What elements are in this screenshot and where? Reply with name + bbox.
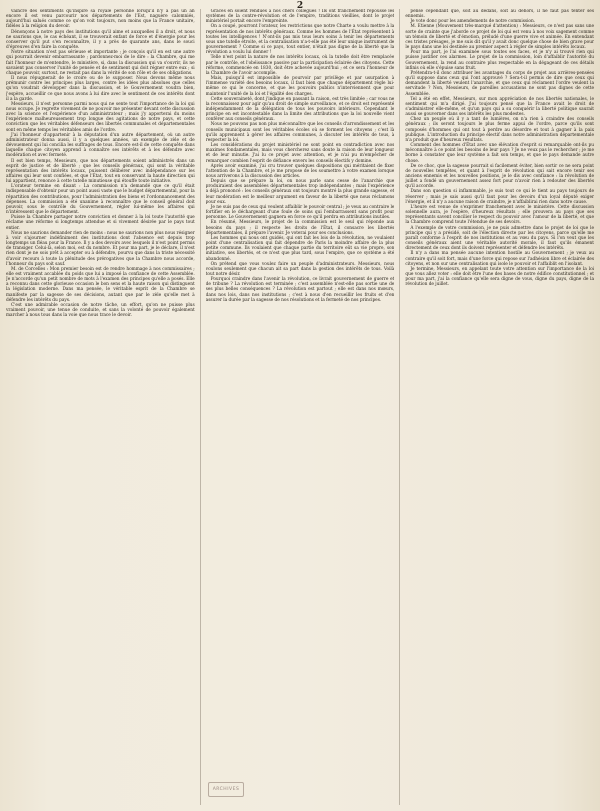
text-columns bbox=[6, 9, 594, 805]
paragraph: On a coupé, pourront l'orateur, les restrictions que notre Charte a voulu mettre à la représentation de nos intérêts généraux. Comme les hommes de l'État représentent à toutes les intelligences ! N'ont-ils pas mis tous leurs soins à tenir les départements sous une tutelle étroite, et la centralisation n'a-t-elle pas été leur unique instrument de gouvernement ? Comme si ce pays, tout entier, n'était pas digne de la liberté que la révolution a voulu lui donner ! bbox=[205, 24, 395, 56]
paragraph: Telle n'est point la nature de nos intérêts locaux, où la tutelle doit être remplacée par le contrôle, et l'obéissance passive par la participation éclairée des citoyens. Cette réforme, commencée en 1830, doit être achevée aujourd'hui ; et ce sera l'honneur de la Chambre de l'avoir accomplie. bbox=[205, 55, 395, 76]
column-left bbox=[6, 9, 195, 805]
paragraph: Les hommes qui nous ont guidés, qui ont fait les lois de la révolution, ne voulaient point d'une centralisation qui fait dépendre de Paris la moindre affaire de la plus petite commune. Ils voulaient que chaque partie du territoire eût sa vie propre, son initiative, ses libertés, et ce n'est que plus tard, sous l'empire, que ce système a été abandonné. bbox=[205, 235, 395, 262]
paragraph: pense cependant que, soit au dedans, soit au dehors, il ne faut pas tenter ses ennemis. bbox=[405, 9, 595, 20]
paragraph: Tel a été en effet, Messieurs, sur mon appréciation de nos libertés nationales, le sentiment qui m'a dirigé. J'ai toujours pensé que la France avait le droit de s'administrer elle-même, et qu'un pays qui a su conquérir la liberté politique saurait aussi se gouverner dans ses intérêts les plus modestes. bbox=[405, 96, 595, 118]
paragraph: M. Etienne (Mouvement très-marqué d'attention) : Messieurs, ce n'est pas sans une sorte de crainte que j'aborde ce projet de loi qui est venu à nos voix sagement comme un témoin de liberté et d'émotion, préludé d'une guerre vive et animée. En entendant ces tristes présages, je me suis dit qu'il y avait donc quelque chose de bien grave pour le pays dans une loi destinée au premier aspect à régler de simples intérêts locaux. bbox=[405, 24, 595, 51]
paragraph: Chez un peuple où il y a tant de lumières, on n'a rien à craindre des conseils généraux ; ils seront toujours le plus ferme appui de l'ordre, parce qu'ils sont composés d'hommes qui ont tout à perdre au désordre et tout à gagner à la paix publique. L'introduction du principe électif dans notre administration départementale n'a produit que d'heureux résultats. bbox=[405, 117, 595, 143]
page-number: 2 bbox=[296, 1, 304, 11]
paragraph: Messieurs, il n'est personne parmi nous qui ne sente tout l'importance de la loi qui nous occupe. Je regrette vivement de ne pouvoir me présenter devant cette discussion avec la science et l'expérience d'un administrateur ; mais j'y apporterai du moins l'expérience malheureusement trop longue des agitations de notre pays, et cette conviction que les véritables défenseurs des libertés communales et départementales sont en même temps les véritables amis de l'ordre. bbox=[6, 101, 195, 133]
column-middle bbox=[206, 9, 395, 805]
paragraph: Après avoir examiné, j'ai cru trouver quelques dispositions qui méritaient de fixer l'attention de la Chambre, et je me propose de les soumettre à votre examen lorsque nous arriverons à la discussion des articles. bbox=[205, 163, 395, 179]
paragraph: Il n'y a dans ma pensée aucune intention hostile au Gouvernement ; je veux au contraire qu'il soit fort, mais d'une force qui repose sur l'adhésion libre et éclairée des citoyens, et non sur une centralisation qui isole le pouvoir et l'affaiblit en l'isolant. bbox=[405, 251, 595, 267]
paragraph: Grâces en soient rendues à nos chers collègues ! Ils ont franchement repoussé les systèmes de la contre-révolution et de l'empire, traditions vieillies, dont le projet ministériel portait encore l'empreinte. bbox=[205, 9, 395, 25]
column-right bbox=[405, 9, 594, 805]
column-divider bbox=[200, 9, 201, 805]
paragraph: Notre situation n'est pas sérieuse et importante ; je conçois qu'il en est une autre qui pourrait devenir embarrassante ; pardonnez-moi de le dire : la Chambre, qui me fait l'honneur de m'entendre, le ministère, si, dans la discussion qui va s'ouvrir, ils ne savaient pas conserver l'unité de pensée et de sentiment qui doit régner entre eux ; si chaque pouvoir, surtout, ne restait pas dans la vérité de son rôle et de ses obligations. bbox=[6, 50, 195, 76]
paragraph: Je ne suis pas de ceux qui veulent affaiblir le pouvoir central ; je veux au contraire le fortifier en le déchargeant d'une foule de soins qui l'embarrassent sans profit pour personne. Le Gouvernement gagnera en force ce qu'il perdra en attributions inutiles. bbox=[205, 204, 395, 221]
paragraph: vaincre des sentiments qu'inspire sa royale personne lorsqu'il n'y a pas un an encore il est venu parcourir nos départements de l'Est, naguère calomniés, aujourd'hui salués comme ce qu'on voit toujours, non moins que la France unitaire, fidèles à la religion du devoir. bbox=[6, 9, 195, 30]
paragraph: De ce choc, que la sagesse pourrait si facilement éviter, bien sortir ce ne sera point de nouvelles tempêtes, et quant à l'esprit de révolution qui sait encore tenir ses anciens ennemis et les nouvelles positions, je le dis avec confiance : la révolution de juillet a fondé un gouvernement assez fort pour n'avoir rien à redouter des libertés qu'il accorde. bbox=[405, 163, 595, 190]
paragraph: Nous ne saurions demander rien de moins : nous ne saurions non plus nous résigner à voir s'ajourner indéfiniment des institutions dont l'absence est depuis trop longtemps un fléau pour la France. Il y a des devoirs avec lesquels il n'est point permis de transiger. Celui-là, selon moi, est du nombre. Et pour ma part, je le déclare, il n'est rien dont je ne sois prêt à accepter ou à défendre, pourvu que dans la triste nécessité d'avoir recours à toute la plénitude des prérogatives que la Chambre nous accorde, l'honneur du pays soit sauf. bbox=[6, 230, 195, 267]
paragraph: L'heure est venue de s'exprimer franchement avec le ministère. Cette discussion solennelle aura, je l'espère, d'heureux résultats ; elle prouvera au pays que ses représentants savent concilier le respect du pouvoir avec l'amour de la liberté, et que la Chambre comprend toute l'étendue de ses devoirs. bbox=[405, 204, 595, 226]
paragraph: A l'exemple de votre commission, je ne puis admettre dans le projet de loi que le principe qui y a présidé, soit de l'élection directe par les citoyens, parce qu'elle me paraît conforme à l'esprit de nos institutions et au vœu du pays. Si l'on veut que les conseils généraux aient une véritable autorité morale, il faut qu'ils émanent directement de ceux dont ils doivent représenter et défendre les intérêts. bbox=[405, 225, 595, 252]
paragraph: Je vote donc pour les amendements de notre commission. bbox=[410, 19, 536, 25]
paragraph: Je termine, Messieurs, en appelant toute votre attention sur l'importance de la loi que vous allez voter : elle doit être l'une des bases de notre édifice constitutionnel ; et pour ma part, j'ai la confiance qu'elle sera digne de vous, digne du pays, digne de la révolution de juillet. bbox=[405, 266, 595, 288]
paragraph: Prétendra-t-il donc attribuer les avantages du corps de projet aux arrières-pensées qu'il suppose dans ceux qui l'ont approuvé ? Sera-t-il permis de dire que ceux qui demandent la liberté veulent l'anarchie, et que ceux qui réclament l'ordre veulent la servitude ? Non, Messieurs, de pareilles accusations ne sont pas dignes de cette Assemblée. bbox=[405, 70, 595, 97]
paragraph: C'est une admirable occasion de notre tâche, un effort, qu'on ne puisse plus vraiment pouvoir, une tenue de conduite, et sans la volonté de pouvoir également marcher à nous tous dans la voie que nous trace le devoir. bbox=[6, 302, 195, 319]
paragraph: Pourquoi craindre dans l'avenir la révolution, ce livrait gouvernement de guerre et de tribune ? La révolution est terminée ; c'est assemblée n'est-elle pas sortie une de ses plus belles conséquences ? La révolution est partout ; elle est dans nos mœurs, dans nos lois, dans nos institutions ; c'est à nous d'en recueillir les fruits et d'en assurer la durée par la sagesse de nos résolutions et la fermeté de nos principes. bbox=[205, 277, 395, 303]
paragraph: En résumé, Messieurs, le projet de la commission est le seul qui réponde aux besoins du pays ; il respecte les droits de l'État, il consacre les libertés départementales, il prépare l'avenir. Je voterai pour ses conclusions. bbox=[205, 220, 395, 236]
paragraph: Dans son question si inflammable, je suis tout ce qui le tient au pays toujours de réserver ; mais je sais aussi qu'il faut pour les devoirs d'un loyal député exiger l'énergie, et il n'y a aucune raison de craindre, je n'affaiblirai rien dans notre cause. bbox=[405, 189, 595, 205]
paragraph: J'ai l'honneur d'appartenir à la députation d'un autre département, où un autre administrateur donna aussi, il y a quelques années, un exemple de zèle et de dévouement qui lui concilia les suffrages de tous. Encore est-il de cette conquête dans laquelle chaque citoyen apprend à connaître ses intérêts et à les défendre avec modération et avec fermeté. bbox=[6, 132, 195, 159]
paragraph: Il nous répugnerait de le croire ou de le supposer. Nous devons même nous prémunir contre les principes plus larges, contre les idées plus absolues que celles qu'on voudrait développer dans la discussion, et le Gouvernement voudra bien, j'espère, accueillir ce que nous avons à lui dire avec le sentiment de ces intérêts dont il a la garde. bbox=[6, 76, 195, 102]
archive-stamp: ARCHIVES bbox=[208, 782, 244, 797]
paragraph: Pour ma part, je l'ai examinée sous toutes ses faces, et je n'y ai trouvé rien qui puisse justifier ces alarmes. Le projet de la commission, loin d'affaiblir l'autorité du Gouvernement, la rend au contraire plus respectable en la dégageant de ces détails infinis où elle s'épuise sans fruit. bbox=[405, 50, 595, 71]
paragraph: Puisse la Chambre partager notre conviction et donner à la loi toute l'autorité que réclame une réforme si longtemps attendue et si vivement désirée par le pays tout entier. bbox=[6, 215, 195, 231]
paragraph: Mais, puisqu'il est impossible de pourvoir par privilège et par usurpation à l'immense variété des besoins locaux, il faut bien que chaque département règle lui-même ce qui le concerne, et que les pouvoirs publics n'interviennent que pour maintenir l'unité de la loi et l'égalité des charges. bbox=[205, 76, 395, 97]
column-divider bbox=[399, 9, 400, 805]
paragraph: Il est bien temps, Messieurs, que nos départements soient administrés dans un esprit de justice et de liberté ; que les conseils généraux, qui sont la véritable représentation des intérêts locaux, puissent délibérer avec indépendance sur les affaires qui leur sont confiées, et que l'État, tout en conservant la haute direction qui lui appartient, renonce à cette tutelle minutieuse qui étouffe toute initiative. bbox=[6, 158, 195, 185]
paragraph: Dénonçons à notre pays des institutions qu'il aime et auxquelles il a droit, et nous ne saurions que, le cas échéant, il se trouverait enfant de force et d'énergie pour les conserver qu'il put s'en reconnaître, il y a près de quarante ans, dans le souci d'épreuves d'en faire la conquête. bbox=[6, 29, 195, 51]
paragraph: Comment des hommes d'État avec une élévation d'esprit si remarquable ont-ils pu méconnaître à ce point les besoins de leur pays ? Je ne veux pas le rechercher ; je me borne à constater que leur système a fait son temps, et que le pays demande autre chose. bbox=[405, 143, 595, 164]
paragraph: Cette souveraineté, dont j'indique en passant la raison, est très limitée ; car vous ne la reconnaissez pour agir qu'au droit de simple surveillance, et ce droit est représenté indépendamment de la délégation de tous les pouvoirs intérieurs. Cependant le principe en est incontestable dans la limite des attributions que la loi nouvelle vient conférer aux conseils généraux. bbox=[205, 96, 395, 123]
paragraph: L'orateur termine en disant : La commission n'a demandé que ce qu'il était indispensable d'obtenir pour un point aussi vaste que le budget départemental, pour la répartition des contributions, pour l'administration des biens et l'ordonnancement des dépenses. La commission a été unanime à reconnaître que le conseil général doit pouvoir, sous le contrôle du Gouvernement, régler lui-même les affaires qui n'intéressent que le département. bbox=[6, 184, 195, 216]
paragraph: Nous ne pouvons pas non plus méconnaître que les conseils d'arrondissement et les conseils municipaux sont les véritables écoles où se forment les citoyens ; c'est là qu'ils apprennent à gérer les affaires communes, à discuter les intérêts de tous, à respecter la loi. bbox=[205, 122, 395, 143]
paragraph: Les considérations du projet ministériel ne sont point en contradiction avec nos maximes fondamentales, mais vous chercherez sans doute la raison de leur longueur et de leur minutie. J'ai lu ce projet avec attention, et je n'ai pu m'empêcher de remarquer combien l'esprit de défiance envers les conseils électifs y domine. bbox=[205, 143, 395, 164]
paragraph: Depuis que se prépare la loi, on nous parle sans cesse de l'anarchie que produiraient des assemblées départementales trop indépendantes ; mais l'expérience a déjà prononcé : les conseils généraux ont toujours montré la plus grande sagesse, et leur modération est le meilleur argument en faveur de la liberté que nous réclamons pour eux. bbox=[205, 179, 395, 205]
paragraph: On prétend que vous voulez faire un peuple d'administrateurs. Messieurs, nous voulons seulement que chacun ait sa part dans la gestion des intérêts de tous. Voilà tout notre désir. bbox=[205, 261, 395, 277]
paragraph: M. de Corcelles : Mon premier besoin est de rendre hommage à nos commissaires ; elle est vraiment accablée du poids que lui a imposé la confiance de cette Assemblée. Je n'accorde qu'un petit nombre de mots à l'examen des principes qu'elle a posés. Elle a reconnu dans cette glorieuse occasion le bon sens et la haute raison qui distinguent la législation moderne. Dans ma pensée, le véritable esprit de la Chambre se manifeste par la sagesse de ses décisions, autant que par le zèle qu'elle met à défendre les intérêts du pays. bbox=[6, 266, 195, 303]
